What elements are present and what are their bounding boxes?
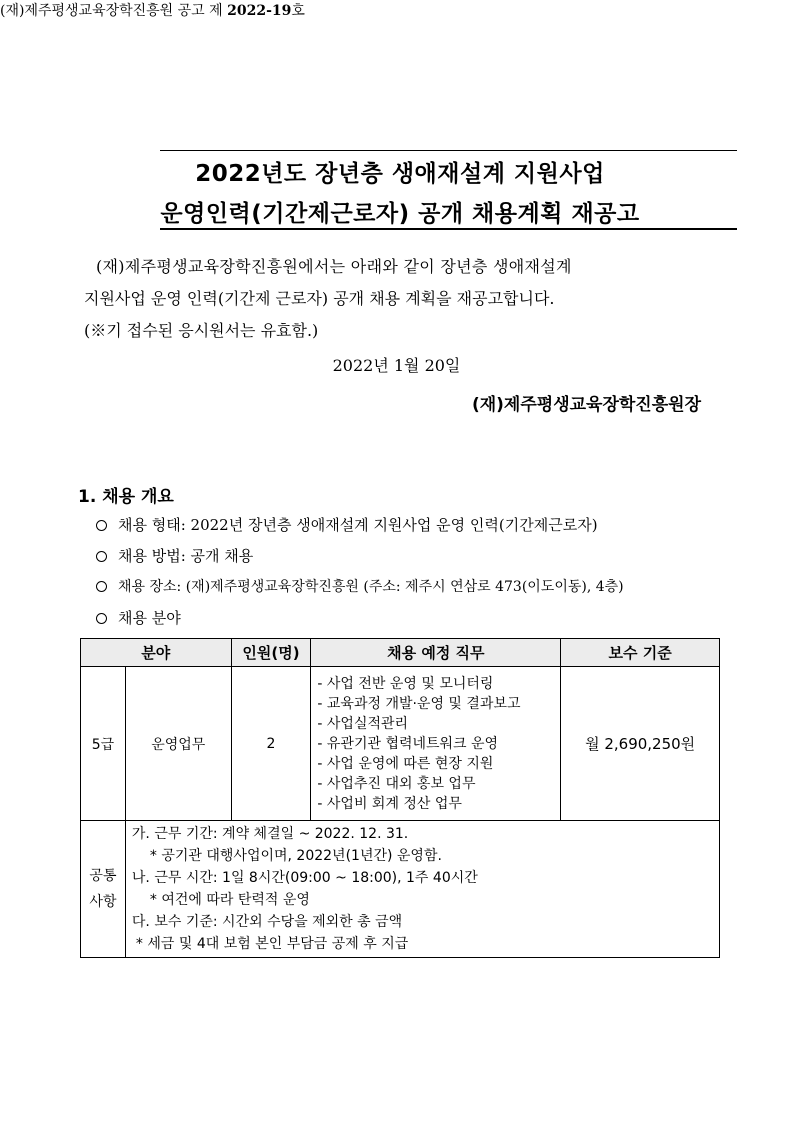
bullet-item: 채용 장소: (재)제주평생교육장학진흥원 (주소: 제주시 연삼로 473(이도이동), 4층): [96, 576, 624, 596]
cell-duties: [311, 667, 561, 821]
common-line: 다. 보수 기준: 시간외 수당을 제외한 총 금액: [131, 914, 403, 930]
duty-item: - 사업 전반 운영 및 모니터링: [317, 675, 494, 692]
common-row: [81, 821, 720, 958]
duty-item: - 유관기관 협력네트워크 운영: [317, 735, 499, 752]
notice-suffix: 호: [291, 3, 305, 19]
notice-number-line: [0, 0, 793, 20]
bullet-item: 채용 분야: [96, 607, 181, 628]
cell-grade: 5급: [81, 667, 126, 821]
table-row: [81, 667, 720, 821]
common-line: 나. 근무 시간: 1일 8시간(09:00 ~ 18:00), 1주 40시간: [131, 870, 478, 886]
intro-line-3: (※기 접수된 응시원서는 유효함.): [84, 321, 319, 340]
common-note: * 세금 및 4대 보험 본인 부담금 공제 후 지급: [135, 936, 409, 952]
common-label: 공통 사항: [81, 821, 126, 958]
duty-item: - 사업 운영에 따른 현장 지원: [317, 755, 494, 772]
bullet-item: 채용 형태: 2022년 장년층 생애재설계 지원사업 운영 인력(기간제근로자): [96, 514, 598, 535]
circle-bullet-icon: [96, 581, 107, 592]
bullet-item: 채용 방법: 공개 채용: [96, 545, 253, 566]
cell-pay: 월 2,690,250원: [561, 667, 720, 821]
header-count: 인원(명): [231, 639, 311, 667]
circle-bullet-icon: [96, 551, 107, 562]
header-duties: 채용 예정 직무: [311, 639, 561, 667]
header-field: 분야: [81, 639, 232, 667]
duty-item: - 사업실적관리: [317, 715, 409, 732]
cell-count: 2: [231, 667, 311, 821]
duty-item: - 사업추진 대외 홍보 업무: [317, 775, 476, 792]
recruitment-table: [80, 638, 720, 958]
notice-prefix: (재)제주평생교육장학진흥원 공고 제: [0, 3, 228, 19]
notice-date: 2022년 1월 20일: [332, 356, 461, 375]
common-content: [125, 821, 719, 958]
table-header-row: [81, 639, 720, 667]
common-note: * 공기관 대행사업이며, 2022년(1년간) 운영함.: [149, 848, 442, 864]
circle-bullet-icon: [96, 520, 107, 531]
cell-field: 운영업무: [125, 667, 231, 821]
title-bottom-rule: [160, 228, 737, 230]
intro-line-1: (재)제주평생교육장학진흥원에서는 아래와 같이 장년층 생애재설계: [96, 257, 572, 276]
section-title: 1. 채용 개요: [78, 487, 174, 507]
title-line-1: 2022년도 장년층 생애재설계 지원사업: [195, 161, 605, 187]
duty-item: - 사업비 회계 정산 업무: [317, 795, 462, 812]
header-pay: 보수 기준: [561, 639, 720, 667]
circle-bullet-icon: [96, 613, 107, 624]
title-line-2: 운영인력(기간제근로자) 공개 채용계획 재공고: [160, 201, 640, 227]
signer: (재)제주평생교육장학진흥원장: [471, 395, 701, 415]
common-line: 가. 근무 기간: 계약 체결일 ~ 2022. 12. 31.: [131, 826, 409, 842]
intro-line-2: 지원사업 운영 인력(기간제 근로자) 공개 채용 계획을 재공고합니다.: [84, 289, 555, 308]
common-note: * 여건에 따라 탄력적 운영: [149, 892, 310, 908]
duty-item: - 교육과정 개발·운영 및 결과보고: [317, 695, 521, 712]
notice-number: 2022-19: [227, 3, 292, 19]
title-top-rule: [160, 150, 737, 151]
